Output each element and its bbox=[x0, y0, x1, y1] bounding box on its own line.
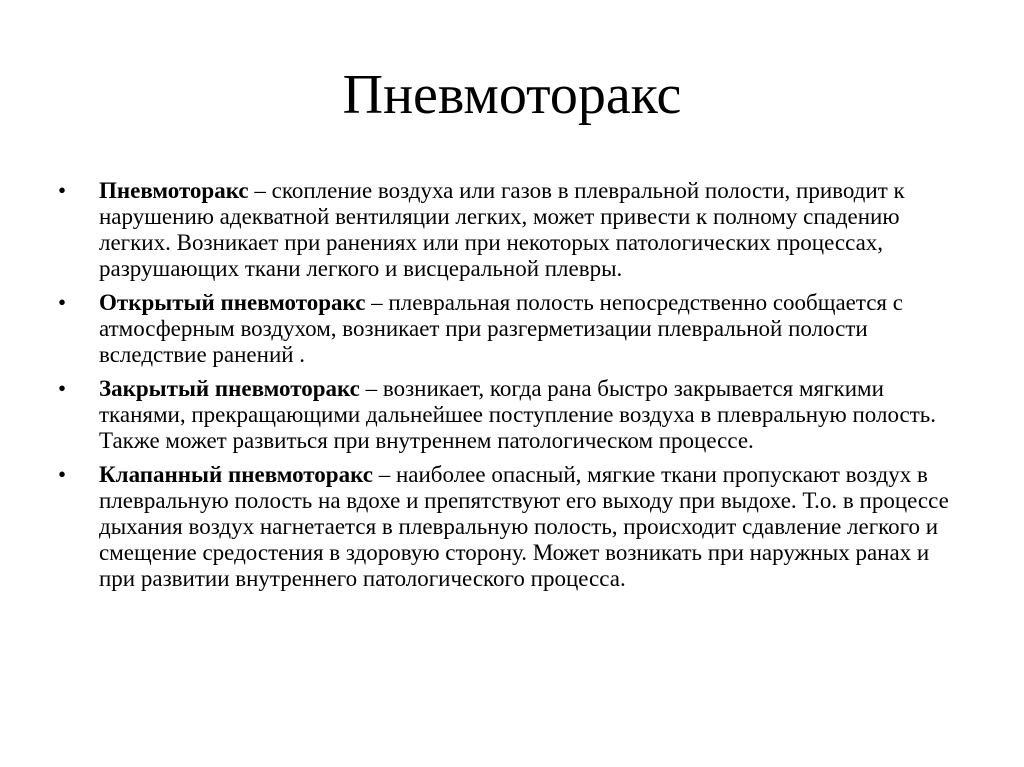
term-label: Пневмоторакс bbox=[99, 178, 249, 203]
bullet-icon: • bbox=[58, 462, 67, 487]
bullet-list bbox=[58, 178, 958, 600]
term-label: Клапанный пневмоторакс bbox=[99, 462, 373, 487]
bullet-item-open-pneumothorax bbox=[58, 290, 958, 368]
term-label: Закрытый пневмоторакс bbox=[99, 376, 360, 401]
term-definition: – скопление воздуха или газов в плевральной полости, приводит к нарушению адекватной вентиляции легких, может привести к полному спадению легких. Возникает при ранениях или при некоторых патологических процессах, разрушающих ткани легкого и висцеральной плевры. bbox=[99, 178, 905, 281]
term-definition: – наиболее опасный, мягкие ткани пропускают воздух в плевральную полость на вдохе и препятствуют его выходу при выдохе. Т.о. в процессе дыхания воздух нагнетается в плевральную полость, происходит сдавление легкого и смещение средостения в здоровую сторону. Может возникать при наружных ранах и при развитии внутреннего патологического процесса. bbox=[99, 462, 949, 591]
term-definition: – возникает, когда рана быстро закрывается мягкими тканями, прекращающими дальнейшее поступление воздуха в плевральную полость. Также может развиться при внутреннем патологическом процессе. bbox=[99, 376, 937, 453]
slide-title: Пневмоторакс bbox=[342, 64, 682, 126]
bullet-icon: • bbox=[58, 290, 67, 315]
bullet-item-valve-pneumothorax bbox=[58, 462, 958, 592]
bullet-item-closed-pneumothorax bbox=[58, 376, 958, 454]
bullet-item-pneumothorax bbox=[58, 178, 958, 282]
bullet-icon: • bbox=[58, 178, 67, 203]
term-definition: – плевральная полость непосредственно сообщается с атмосферным воздухом, возникает при разгерметизации плевральной полости вследствие ранений . bbox=[99, 290, 903, 367]
term-label: Открытый пневмоторакс bbox=[99, 290, 366, 315]
bullet-icon: • bbox=[58, 376, 67, 401]
